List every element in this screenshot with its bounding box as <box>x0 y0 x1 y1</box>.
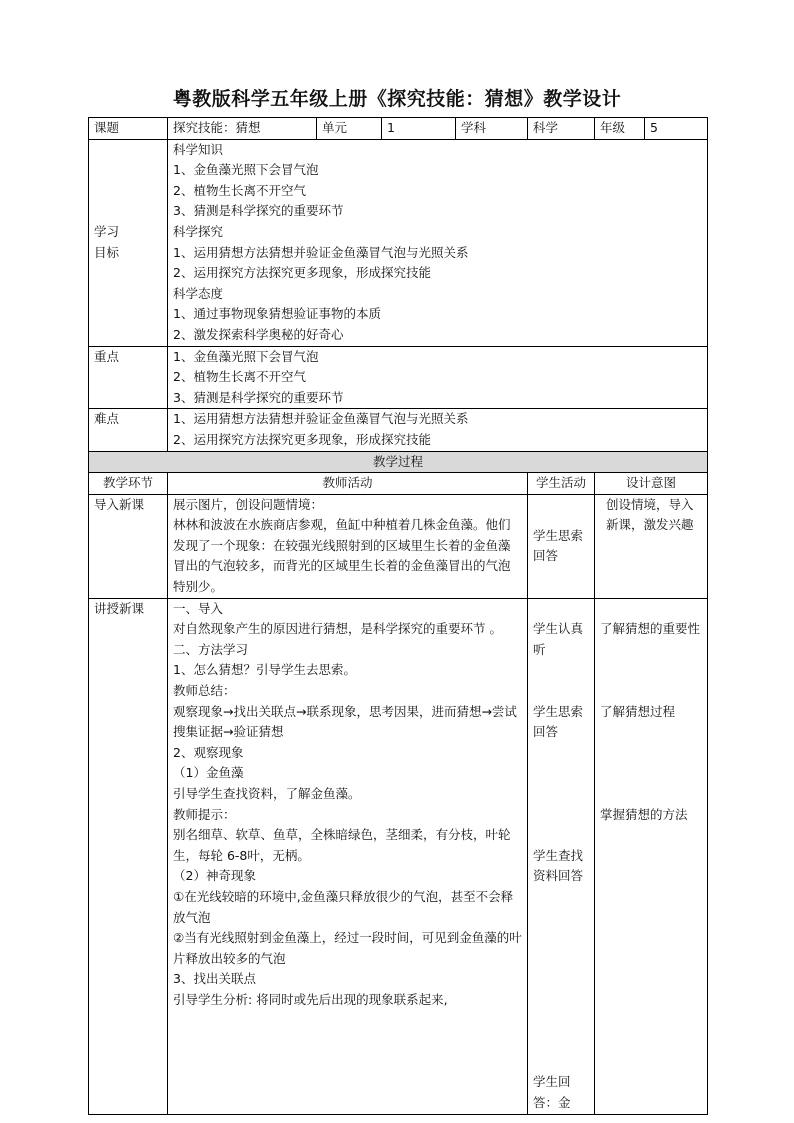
lesson-plan-table <box>88 117 708 1115</box>
goals-line: 1、金鱼藻光照下会冒气泡 <box>173 162 319 178</box>
process-title-row <box>89 451 708 473</box>
lecture-student-note: 学生查找资料回答 <box>533 847 584 884</box>
unit-value: 1 <box>382 118 456 140</box>
lecture-teacher-line: （1）金鱼藻 <box>173 765 244 781</box>
process-header-row <box>89 473 708 495</box>
goals-line: 1、运用猜想方法猜想并验证金鱼藻冒气泡与光照关系 <box>173 244 469 260</box>
unit-label: 单元 <box>317 118 382 140</box>
difficulty-line: 2、运用探究方法探究更多现象，形成探究技能 <box>173 431 431 447</box>
goals-line: 2、运用探究方法探究更多现象，形成探究技能 <box>173 265 431 281</box>
difficulty-line: 1、运用猜想方法猜想并验证金鱼藻冒气泡与光照关系 <box>173 411 469 427</box>
lecture-teacher-line: （2）神奇现象 <box>173 868 256 884</box>
intro-student: 学生思索回答 <box>528 494 595 598</box>
lecture-teacher-line: 3、找出关联点 <box>173 971 256 987</box>
topic-label: 课题 <box>89 118 168 140</box>
goals-content <box>168 139 708 346</box>
lecture-teacher <box>168 598 528 1114</box>
lecture-teacher-line: 一、导入 <box>173 600 224 616</box>
header-stage: 教学环节 <box>89 473 168 495</box>
lecture-teacher-line: ②当有光线照射到金鱼藻上，经过一段时间，可见到金鱼藻的叶片释放出较多的气泡 <box>173 930 522 966</box>
goals-line: 3、猜测是科学探究的重要环节 <box>173 203 344 219</box>
subject-label: 学科 <box>456 118 528 140</box>
info-row <box>89 118 708 140</box>
document-title: 粤教版科学五年级上册《探究技能：猜想》教学设计 <box>172 88 622 110</box>
lecture-teacher-line: ①在光线较暗的环境中,金鱼藻只释放很少的气泡，甚至不会释放气泡 <box>173 888 514 925</box>
goals-line: 科学态度 <box>173 285 224 301</box>
lecture-teacher-line: 引导学生查找资料，了解金鱼藻。 <box>173 786 361 801</box>
intro-teacher-line: 林林和波波在水族商店参观，鱼缸中种植着几株金鱼藻。他们发现了一个现象：在较强光线照射到的区域里生长着的金鱼藻冒出的气泡较多，而背光的区域里生长着的金鱼藻冒出的气泡特别少。 <box>173 517 511 595</box>
key-point-line: 2、植物生长离不开空气 <box>173 369 306 385</box>
lecture-student-note: 学生思索回答 <box>533 703 584 740</box>
lecture-teacher-line: 教师总结： <box>173 683 236 699</box>
lecture-teacher-line: 观察现象→找出关联点→联系现象，思考因果，进而猜想→尝试搜集证据→验证猜想 <box>173 703 517 740</box>
key-points-row <box>89 346 708 409</box>
difficulties-label: 难点 <box>89 409 168 451</box>
goals-line: 2、植物生长离不开空气 <box>173 182 306 198</box>
intro-intent: 创设情境，导入新课，激发兴趣 <box>595 494 708 598</box>
intro-stage: 导入新课 <box>89 494 168 598</box>
lecture-student-note: 学生认真听 <box>533 621 584 657</box>
grade-value: 5 <box>645 118 708 140</box>
lecture-student <box>528 598 595 1114</box>
lecture-teacher-line: 别名细草、软草、鱼草，全株暗绿色，茎细柔，有分枝，叶轮生，每轮 6-8叶，无柄。 <box>173 827 511 863</box>
goals-line: 科学探究 <box>173 223 224 239</box>
goals-line: 1、通过事物现象猜想验证事物的本质 <box>173 306 381 322</box>
key-point-line: 3、猜测是科学探究的重要环节 <box>173 389 344 405</box>
lecture-row <box>89 598 708 1114</box>
subject-value: 科学 <box>528 118 595 140</box>
lecture-intent-note: 掌握猜想的方法 <box>600 806 688 822</box>
goals-row <box>89 139 708 346</box>
lecture-intent-note: 了解猜想过程 <box>600 703 676 719</box>
goals-line: 科学知识 <box>173 141 224 157</box>
lecture-student-note: 学生回答：金 <box>533 1074 571 1110</box>
header-teacher: 教师活动 <box>168 473 528 495</box>
header-intent: 设计意图 <box>595 473 708 495</box>
lecture-teacher-line: 2、观察现象 <box>173 744 244 760</box>
key-point-line: 1、金鱼藻光照下会冒气泡 <box>173 348 319 364</box>
lecture-teacher-line: 1、怎么猜想？引导学生去思索。 <box>173 662 356 678</box>
lecture-teacher-line: 教师提示： <box>173 806 236 822</box>
lecture-intent-note: 了解猜想的重要性 <box>600 621 701 637</box>
intro-row <box>89 494 708 598</box>
difficulties-content <box>168 409 708 451</box>
lecture-stage: 讲授新课 <box>89 598 168 1114</box>
topic-value: 探究技能：猜想 <box>168 118 317 140</box>
lecture-intent <box>595 598 708 1114</box>
goals-line: 2、激发探索科学奥秘的好奇心 <box>173 326 344 342</box>
difficulties-row <box>89 409 708 451</box>
lecture-teacher-line: 引导学生分析: 将同时或先后出现的现象联系起来, <box>173 991 448 1007</box>
lecture-teacher-line: 二、方法学习 <box>173 641 249 657</box>
header-student: 学生活动 <box>528 473 595 495</box>
lecture-teacher-line: 对自然现象产生的原因进行猜想，是科学探究的重要环节 。 <box>173 621 502 637</box>
intro-teacher <box>168 494 528 598</box>
intro-teacher-line: 展示图片，创设问题情境： <box>173 496 324 512</box>
key-points-content <box>168 346 708 409</box>
key-points-label: 重点 <box>89 346 168 409</box>
grade-label: 年级 <box>595 118 645 140</box>
goals-label: 学习目标 <box>89 139 168 346</box>
process-title: 教学过程 <box>89 451 708 473</box>
